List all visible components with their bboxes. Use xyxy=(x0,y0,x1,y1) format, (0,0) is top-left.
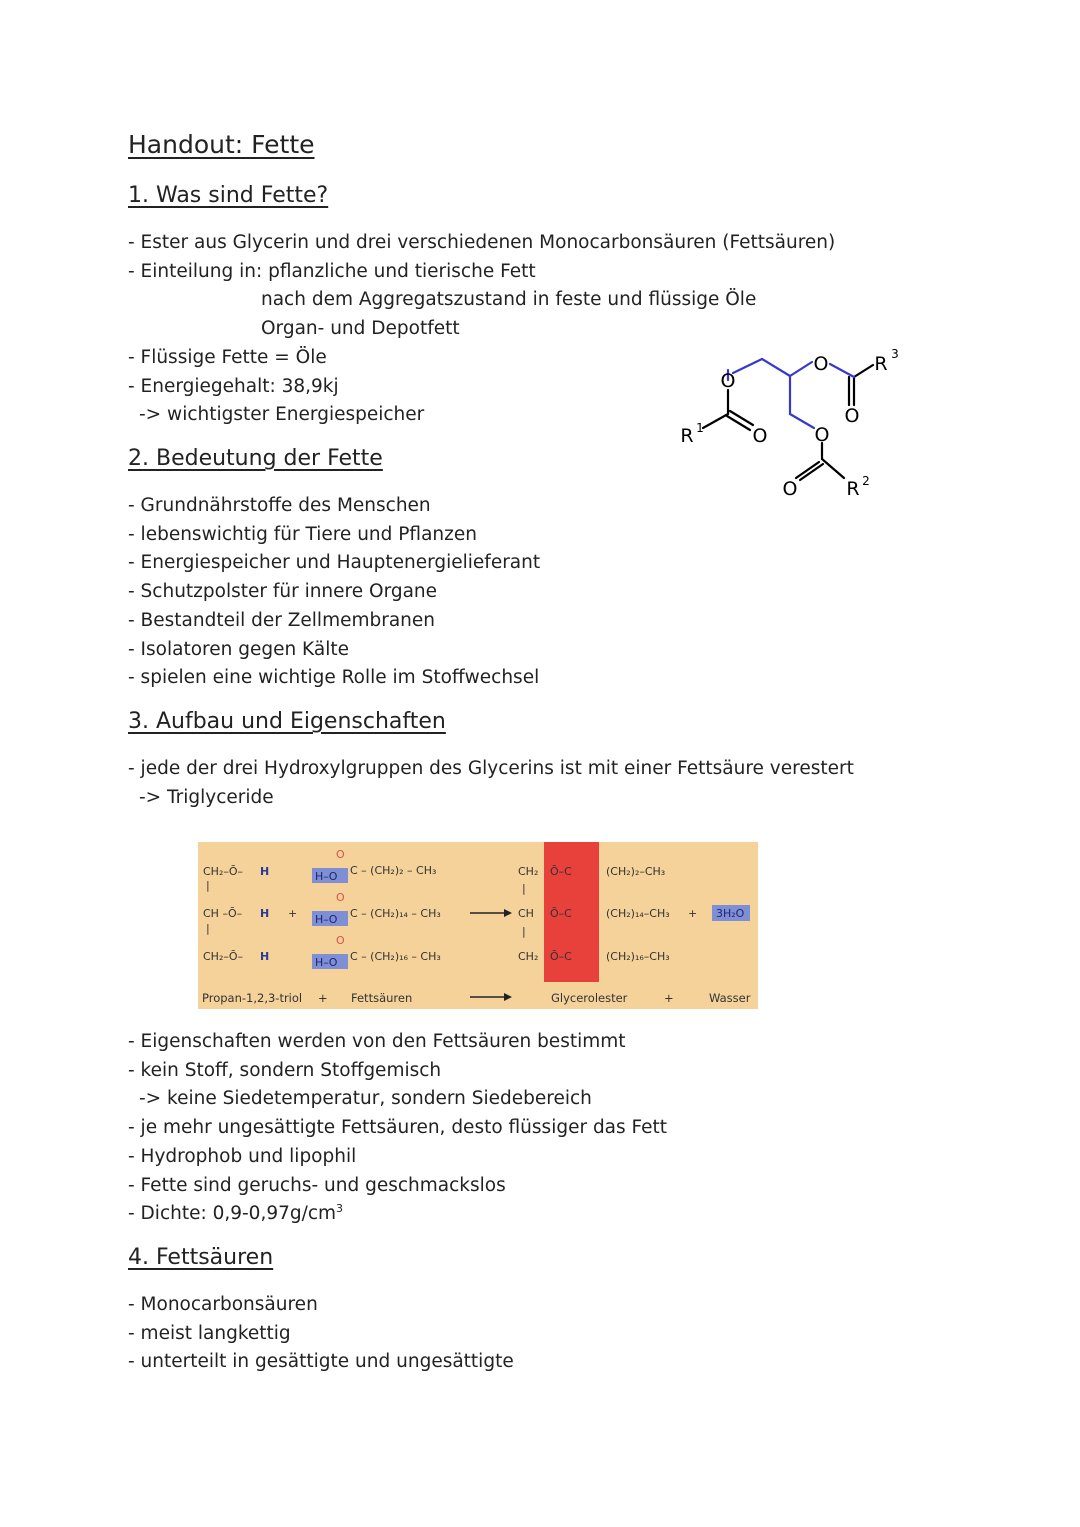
list-item: - Eigenschaften werden von den Fettsäuren bestimmt xyxy=(128,1031,626,1052)
section-3-intro xyxy=(128,755,854,812)
oxygen-label: O xyxy=(336,848,345,861)
list-item: - Ester aus Glycerin und drei verschiedenen Monocarbonsäuren (Fettsäuren) xyxy=(128,232,836,253)
ester-backbone: CH₂ xyxy=(518,865,539,878)
section-heading-1: 1. Was sind Fette? xyxy=(128,183,329,208)
triglyceride-structure xyxy=(660,340,910,510)
r2-label: R xyxy=(846,478,860,500)
list-item: - Grundnährstoffe des Menschen xyxy=(128,495,431,516)
section-4-list xyxy=(128,1291,514,1377)
list-item: - meist langkettig xyxy=(128,1322,291,1344)
ester-backbone: CH xyxy=(518,907,534,920)
list-item: - Hydrophob und lipophil xyxy=(128,1145,357,1167)
list-item: - Energiegehalt: 38,9kj xyxy=(128,375,339,397)
svg-text:|: | xyxy=(206,879,210,892)
glycerol-row: CH –Ō– xyxy=(203,907,243,920)
acid-hydroxyl: H–O xyxy=(315,870,338,883)
hydrogen-label: H xyxy=(260,865,270,878)
density-exponent: 3 xyxy=(336,1202,344,1216)
section-2-list xyxy=(128,492,540,693)
list-item: -> keine Siedetemperatur, sondern Siedebereich xyxy=(139,1088,592,1110)
list-item: - Monocarbonsäuren xyxy=(128,1294,318,1315)
glycerol-row: CH₂–Ō– xyxy=(203,865,244,878)
ester-backbone: CH₂ xyxy=(518,950,539,963)
ester-chain: (CH₂)₁₄–CH₃ xyxy=(606,907,670,920)
list-item: - je mehr ungesättigte Fettsäuren, desto flüssiger das Fett xyxy=(128,1117,668,1139)
hydrogen-label: H xyxy=(260,907,270,920)
oxygen-label: O xyxy=(336,891,345,904)
oxygen-label: O xyxy=(752,425,768,447)
plus-sign: + xyxy=(288,907,298,920)
section-heading-2: 2. Bedeutung der Fette xyxy=(128,446,383,471)
list-item: nach dem Aggregatszustand in feste und flüssige Öle xyxy=(261,289,757,311)
list-item: - Bestandteil der Zellmembranen xyxy=(128,609,436,631)
oxygen-label: O xyxy=(720,370,736,392)
section-3-list xyxy=(128,1028,667,1229)
list-item: - Schutzpolster für innere Organe xyxy=(128,581,438,603)
acid-chain: C – (CH₂)₂ – CH₃ xyxy=(350,864,437,877)
svg-text:|: | xyxy=(522,925,526,938)
acid-hydroxyl: H–O xyxy=(315,913,338,926)
ester-link: Ō–C xyxy=(550,950,572,963)
r1-label: R xyxy=(680,425,694,447)
list-item: - Fette sind geruchs- und geschmackslos xyxy=(128,1174,506,1196)
ester-chain: (CH₂)₂–CH₃ xyxy=(606,865,666,878)
esterification-reaction xyxy=(198,842,758,1009)
list-item: - Isolatoren gegen Kälte xyxy=(128,638,349,660)
oxygen-label: O xyxy=(844,405,860,427)
list-item xyxy=(128,1200,667,1229)
list-item: - unterteilt in gesättigte und ungesättigte xyxy=(128,1351,514,1373)
caption-fatty-acids: Fettsäuren xyxy=(351,991,413,1005)
plus-sign: + xyxy=(664,991,674,1005)
list-item: -> Triglyceride xyxy=(139,786,274,808)
oxygen-label: O xyxy=(336,934,345,947)
list-item: - Flüssige Fette = Öle xyxy=(128,346,327,368)
plus-sign: + xyxy=(688,907,698,920)
acid-hydroxyl: H–O xyxy=(315,956,338,969)
ester-chain: (CH₂)₁₆–CH₃ xyxy=(606,950,670,963)
section-heading-4: 4. Fettsäuren xyxy=(128,1245,274,1270)
acid-chain: C – (CH₂)₁₄ – CH₃ xyxy=(350,907,441,920)
oxygen-label: O xyxy=(814,424,830,446)
svg-text:|: | xyxy=(206,922,210,935)
glycerol-row: CH₂–Ō– xyxy=(203,950,244,963)
oxygen-label: O xyxy=(813,353,829,375)
list-item: - spielen eine wichtige Rolle im Stoffwechsel xyxy=(128,667,540,689)
water-formula: 3H₂O xyxy=(716,907,745,920)
hydrogen-label: H xyxy=(260,950,270,963)
svg-text:|: | xyxy=(522,882,526,895)
plus-sign: + xyxy=(318,991,328,1005)
list-item: Organ- und Depotfett xyxy=(261,318,460,340)
list-item: - Einteilung in: pflanzliche und tierische Fett xyxy=(128,260,536,282)
density-text: - Dichte: 0,9-0,97g/cm xyxy=(128,1203,337,1225)
r3-superscript: 3 xyxy=(891,347,899,361)
ester-link: Ō–C xyxy=(550,865,572,878)
r3-label: R xyxy=(874,353,888,375)
section-heading-3: 3. Aufbau und Eigenschaften xyxy=(128,709,446,734)
page-title: Handout: Fette xyxy=(128,130,315,159)
r2-superscript: 2 xyxy=(862,474,870,488)
oxygen-label: O xyxy=(782,478,798,500)
caption-glycerol: Propan-1,2,3-triol xyxy=(202,991,303,1005)
list-item: - kein Stoff, sondern Stoffgemisch xyxy=(128,1059,442,1081)
ester-link: Ō–C xyxy=(550,907,572,920)
r1-superscript: 1 xyxy=(696,421,704,435)
acid-chain: C – (CH₂)₁₆ – CH₃ xyxy=(350,950,441,963)
list-item: -> wichtigster Energiespeicher xyxy=(139,404,425,426)
list-item: - lebenswichtig für Tiere und Pflanzen xyxy=(128,523,477,545)
caption-ester: Glycerolester xyxy=(551,991,628,1005)
list-item: - jede der drei Hydroxylgruppen des Glycerins ist mit einer Fettsäure verestert xyxy=(128,758,854,779)
caption-water: Wasser xyxy=(709,991,751,1005)
list-item: - Energiespeicher und Hauptenergielieferant xyxy=(128,552,541,574)
